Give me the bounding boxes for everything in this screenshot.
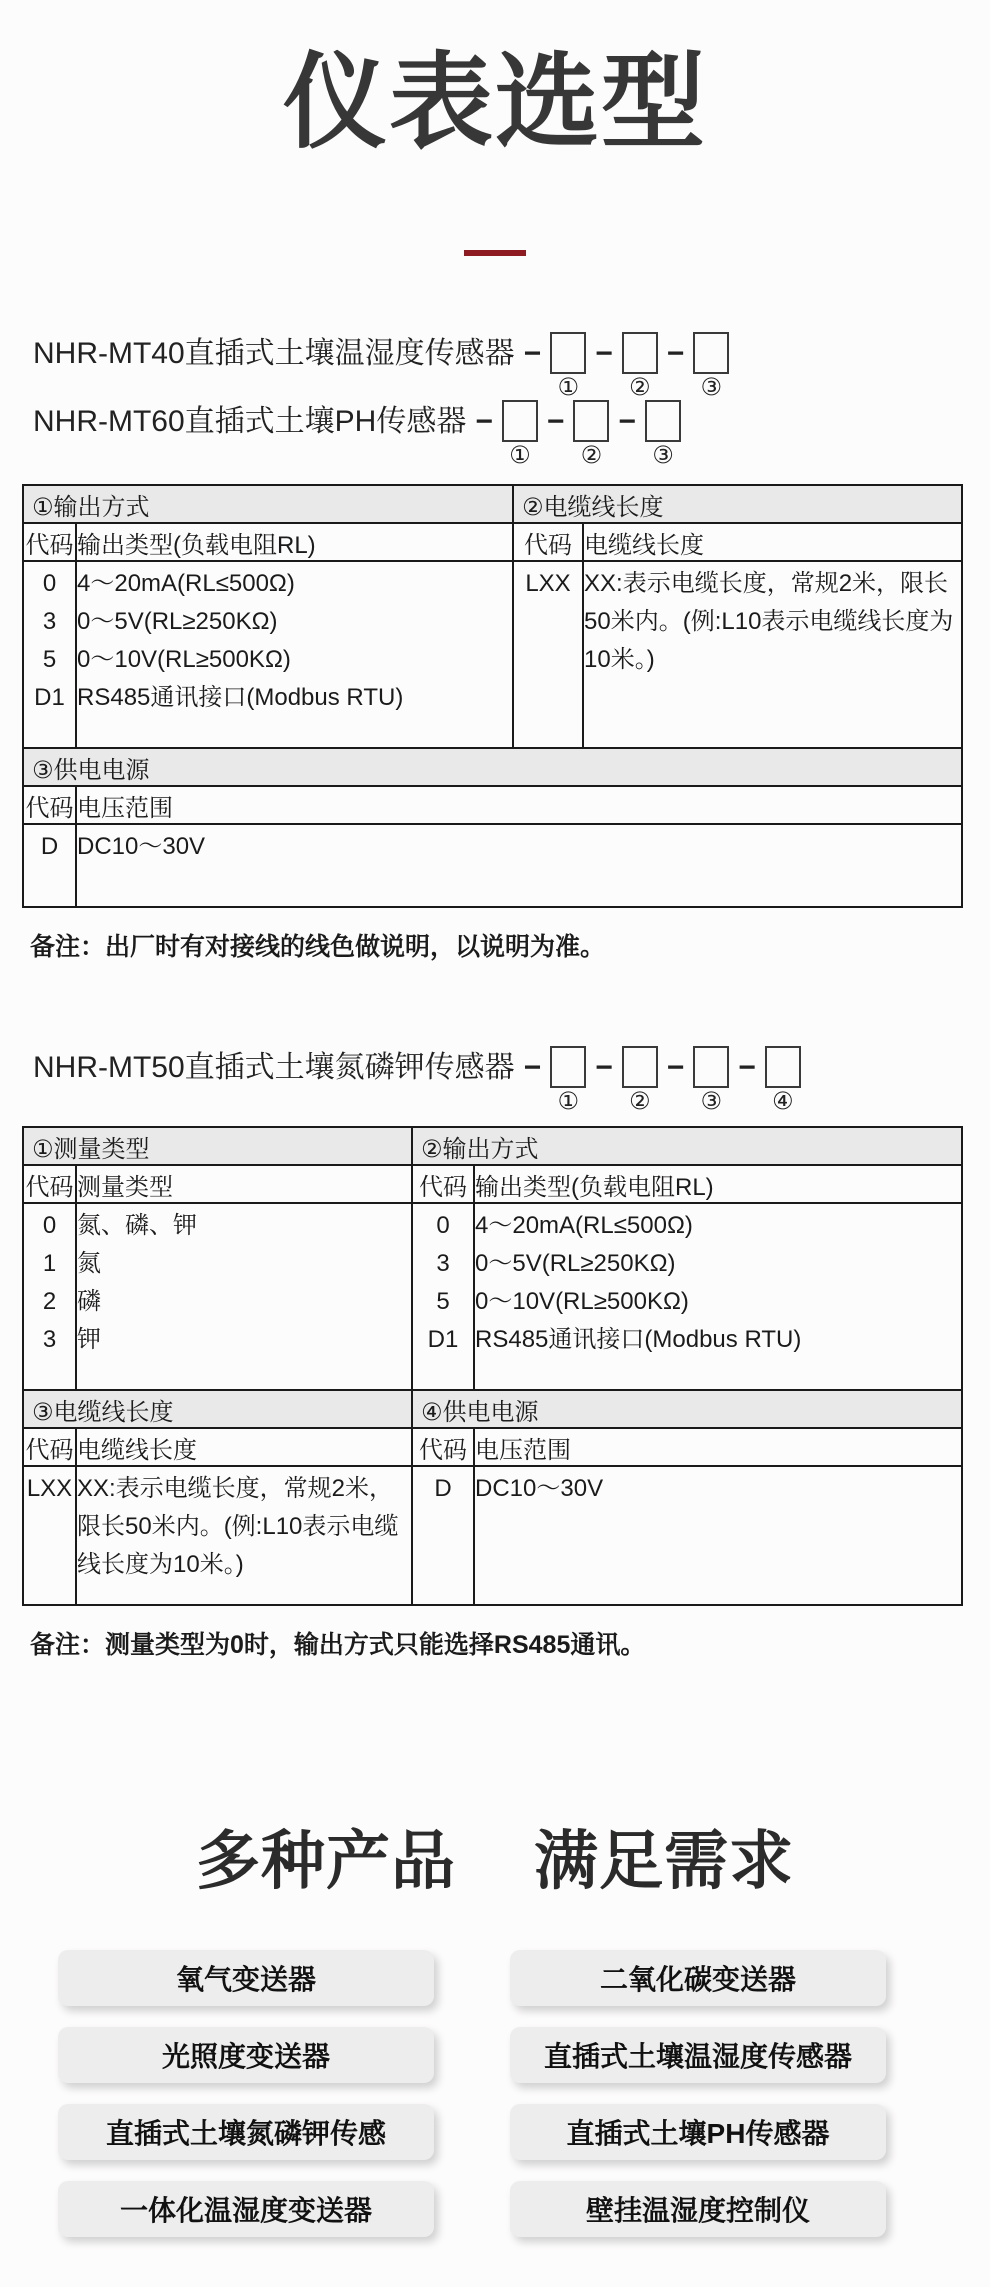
option-number: ② <box>628 374 651 401</box>
column-header-code: 代码 <box>23 1165 76 1203</box>
product-button-oxygen[interactable]: 氧气变送器 <box>58 1950 434 2006</box>
column-header-cable: 电缆线长度 <box>76 1428 412 1466</box>
note-wiring: 备注：出厂时有对接线的线色做说明，以说明为准。 <box>30 933 606 961</box>
model-dash: − <box>618 405 636 438</box>
model-dash: − <box>666 1051 685 1084</box>
model-dash: − <box>546 405 565 438</box>
model-option-slot <box>765 1046 801 1114</box>
product-button-wall-temp-humidity[interactable]: 壁挂温湿度控制仪 <box>510 2181 886 2237</box>
option-box <box>622 1046 658 1088</box>
column-header-code: 代码 <box>23 523 76 561</box>
model-option-slot <box>550 1046 586 1114</box>
section-header-cable-length: ②电缆线长度 <box>513 485 962 523</box>
option-box <box>645 400 681 442</box>
column-header-voltage: 电压范围 <box>76 786 962 824</box>
option-box <box>550 1046 586 1088</box>
column-header-code: 代码 <box>412 1428 474 1466</box>
model-dash: − <box>738 1051 756 1084</box>
product-button-soil-npk[interactable]: 直插式土壤氮磷钾传感 <box>58 2104 434 2160</box>
option-number: ③ <box>652 442 674 469</box>
model-option-slot <box>645 400 681 468</box>
code-cell: 0 3 5 D1 <box>412 1203 474 1390</box>
column-header-code: 代码 <box>513 523 583 561</box>
code-cell: LXX <box>23 1466 76 1605</box>
model-dash: − <box>475 405 493 438</box>
option-box <box>765 1046 801 1088</box>
option-box <box>622 332 658 374</box>
model-dash: − <box>523 1051 542 1084</box>
option-number: ① <box>509 442 531 469</box>
desc-cell: DC10～30V <box>76 824 962 907</box>
code-cell: D <box>412 1466 474 1605</box>
desc-cell: 氮、磷、钾 氮 磷 钾 <box>76 1203 412 1390</box>
option-number: ① <box>557 374 579 401</box>
option-box <box>573 400 609 442</box>
section-header-measure-type: ①测量类型 <box>23 1127 412 1165</box>
option-number: ④ <box>772 1088 794 1115</box>
model-option-slot <box>693 1046 729 1114</box>
product-button-light[interactable]: 光照度变送器 <box>58 2027 434 2083</box>
product-button-soil-temp-humidity[interactable]: 直插式土壤温湿度传感器 <box>510 2027 886 2083</box>
section-header-output-mode: ②输出方式 <box>412 1127 962 1165</box>
option-box <box>693 1046 729 1088</box>
option-number: ③ <box>700 374 723 401</box>
model-line-mt50 <box>33 1046 990 1114</box>
model-option-slot <box>693 332 729 400</box>
model-dash: − <box>666 337 685 370</box>
column-header-cable: 电缆线长度 <box>583 523 962 561</box>
title-divider <box>464 250 526 256</box>
page-title: 仪表选型 <box>282 45 707 161</box>
model-line-mt40 <box>33 332 990 400</box>
model-name: NHR-MT50直插式土壤氮磷钾传感器 <box>33 1051 515 1084</box>
option-number: ② <box>580 442 603 469</box>
model-option-slot <box>622 332 658 400</box>
model-name: NHR-MT40直插式土壤温湿度传感器 <box>33 337 515 370</box>
model-name: NHR-MT60直插式土壤PH传感器 <box>33 405 467 438</box>
option-number: ② <box>628 1088 651 1115</box>
product-grid <box>58 1950 990 2237</box>
model-dash: − <box>595 1051 613 1084</box>
code-cell: 0 3 5 D1 <box>23 561 76 748</box>
section-header-power-supply: ④供电电源 <box>412 1390 962 1428</box>
column-header-voltage: 电压范围 <box>474 1428 962 1466</box>
code-cell: D <box>23 824 76 907</box>
code-cell: LXX <box>513 561 583 748</box>
desc-cell: XX:表示电缆长度，常规2米，限长50米内。(例:L10表示电缆线长度为10米。) <box>583 561 962 748</box>
column-header-code: 代码 <box>23 1428 76 1466</box>
column-header-output-type: 输出类型(负载电阻RL) <box>474 1165 962 1203</box>
section-header-power-supply: ③供电电源 <box>23 748 962 786</box>
model-option-slot <box>622 1046 658 1114</box>
model-dash: − <box>595 337 613 370</box>
desc-cell: 4～20mA(RL≤500Ω) 0～5V(RL≥250KΩ) 0～10V(RL≥500KΩ) RS485通讯接口(Modbus RTU) <box>76 561 513 748</box>
section-header-cable-length: ③电缆线长度 <box>23 1390 412 1428</box>
section-header-output-mode: ①输出方式 <box>23 485 513 523</box>
option-box <box>550 332 586 374</box>
column-header-measure-type: 测量类型 <box>76 1165 412 1203</box>
spec-table-mt40-mt60 <box>22 484 963 908</box>
spec-table-mt50 <box>22 1126 963 1606</box>
product-button-co2[interactable]: 二氧化碳变送器 <box>510 1950 886 2006</box>
model-option-slot <box>550 332 586 400</box>
column-header-code: 代码 <box>412 1165 474 1203</box>
products-heading-left: 多种产品 <box>196 1825 456 1897</box>
desc-cell: DC10～30V <box>474 1466 962 1605</box>
products-heading-right: 满足需求 <box>534 1825 794 1897</box>
model-dash: − <box>523 337 542 370</box>
products-heading <box>0 1810 990 1902</box>
option-number: ③ <box>700 1088 723 1115</box>
code-cell: 0 1 2 3 <box>23 1203 76 1390</box>
model-option-slot <box>502 400 538 468</box>
note-measure-type: 备注：测量类型为0时，输出方式只能选择RS485通讯。 <box>30 1631 646 1659</box>
product-button-integrated-temp-humidity[interactable]: 一体化温湿度变送器 <box>58 2181 434 2237</box>
model-option-slot <box>573 400 609 468</box>
option-number: ① <box>557 1088 579 1115</box>
model-ordering-block <box>0 332 990 468</box>
column-header-code: 代码 <box>23 786 76 824</box>
model-line-mt60 <box>33 400 990 468</box>
desc-cell: XX:表示电缆长度，常规2米，限长50米内。(例:L10表示电缆线长度为10米。) <box>76 1466 412 1605</box>
desc-cell: 4～20mA(RL≤500Ω) 0～5V(RL≥250KΩ) 0～10V(RL≥500KΩ) RS485通讯接口(Modbus RTU) <box>474 1203 962 1390</box>
column-header-output-type: 输出类型(负载电阻RL) <box>76 523 513 561</box>
product-button-soil-ph[interactable]: 直插式土壤PH传感器 <box>510 2104 886 2160</box>
option-box <box>502 400 538 442</box>
option-box <box>693 332 729 374</box>
